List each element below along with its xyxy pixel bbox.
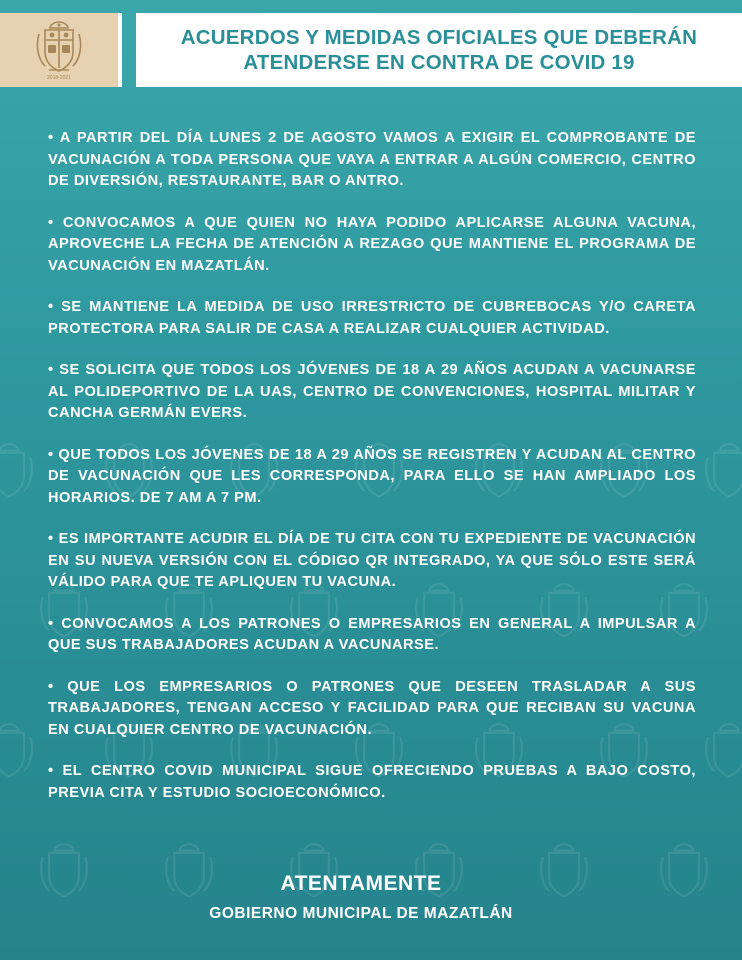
measure-item: • EL CENTRO COVID MUNICIPAL SIGUE OFRECIENDO PRUEBAS A BAJO COSTO, PREVIA CITA Y ESTUDIO SOCIOECONÓMICO. (48, 763, 696, 801)
watermark-seal-icon (0, 440, 38, 508)
watermark-seal-icon (700, 440, 742, 508)
page-title-line-1: ACUERDOS Y MEDIDAS OFICIALES QUE DEBERÁN (180, 26, 698, 49)
watermark-seal-icon (700, 720, 742, 788)
page-title-line-2: ATENDERSE EN CONTRA DE COVID 19 (243, 51, 635, 74)
measure-item: • SE SOLICITA QUE TODOS LOS JÓVENES DE 18 A 29 AÑOS ACUDAN A VACUNARSE AL POLIDEPORTIVO DE LA UAS, CENTRO DE CONVENCIONES, HOSPITAL MILITAR Y CANCHA GERMÁN EVERS. (48, 362, 696, 421)
closing-text: ATENTAMENTE (280, 872, 442, 895)
measures-list (48, 128, 696, 824)
signature-text: GOBIERNO MUNICIPAL DE MAZATLÁN (209, 905, 513, 922)
signature-block (0, 870, 722, 926)
watermark-seal-icon (0, 720, 38, 788)
measure-item: • ES IMPORTANTE ACUDIR EL DÍA DE TU CITA CON TU EXPEDIENTE DE VACUNACIÓN EN SU NUEVA VERSIÓN CON EL CÓDIGO QR INTEGRADO, YA QUE SÓLO ESTE SERÁ VÁLIDO PARA QUE TE APLIQUEN TU VACUNA. (48, 531, 696, 590)
measure-item: • QUE LOS EMPRESARIOS O PATRONES QUE DESEEN TRASLADAR A SUS TRABAJADORES, TENGAN ACCESO Y FACILIDAD PARA QUE RECIBAN SU VACUNA EN CUALQUIER CENTRO DE VACUNACIÓN. (48, 678, 696, 738)
measure-item: • CONVOCAMOS A LOS PATRONES O EMPRESARIOS EN GENERAL A IMPULSAR A QUE SUS TRABAJADORES ACUDAN A VACUNARSE. (48, 615, 696, 653)
measure-item: • CONVOCAMOS A QUE QUIEN NO HAYA PODIDO APLICARSE ALGUNA VACUNA, APROVECHE LA FECHA DE ATENCIÓN A REZAGO QUE MANTIENE EL PROGRAMA DE VACUNACIÓN EN MAZATLÁN. (48, 214, 696, 274)
measure-item: • SE MANTIENE LA MEDIDA DE USO IRRESTRICTO DE CUBREBOCAS Y/O CARETA PROTECTORA PARA SALIR DE CASA A REALIZAR CUALQUIER ACTIVIDAD. (48, 299, 696, 337)
logo-caption: 2018-2021 (47, 75, 71, 81)
title-box (136, 13, 742, 87)
header (0, 0, 742, 100)
measure-item: • QUE TODOS LOS JÓVENES DE 18 A 29 AÑOS SE REGISTREN Y ACUDAN AL CENTRO DE VACUNACIÓN QUE LES CORRESPONDA, PARA ELLO SE HAN AMPLIADO LOS HORARIOS. DE 7 AM A 7 PM. (48, 446, 696, 506)
measure-item: • A PARTIR DEL DÍA LUNES 2 DE AGOSTO VAMOS A EXIGIR EL COMPROBANTE DE VACUNACIÓN A TODA PERSONA QUE VAYA A ENTRAR A ALGÚN COMERCIO, CENTRO DE DIVERSIÓN, RESTAURANTE, BAR O ANTRO. (48, 130, 696, 189)
logo-box (0, 13, 122, 87)
municipal-seal-icon (33, 18, 85, 82)
